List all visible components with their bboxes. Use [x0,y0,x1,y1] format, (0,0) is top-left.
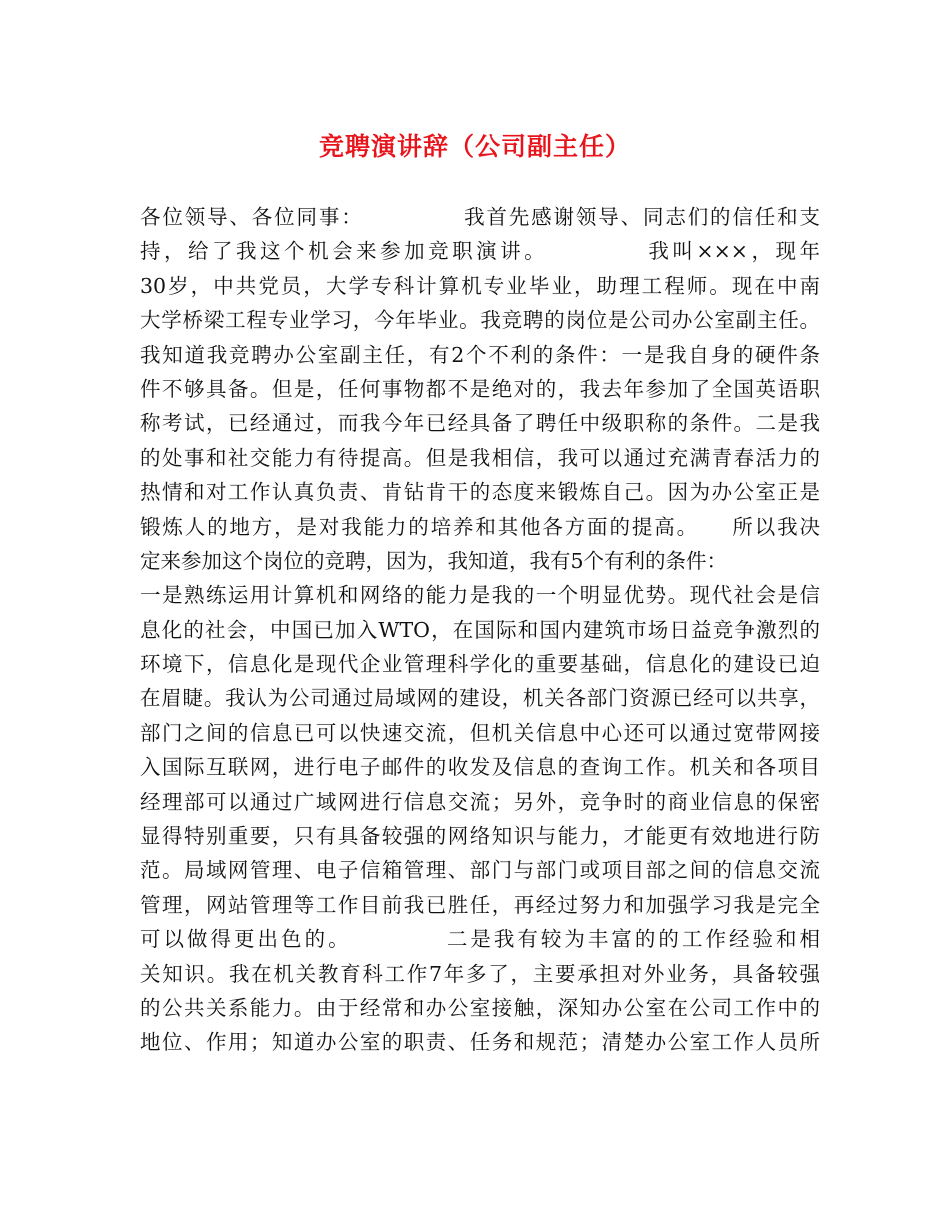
body-line: 入国际互联网，进行电子邮件的收发及信息的查询工作。机关和各项目 [140,755,820,780]
document-title: 竞聘演讲辞（公司副主任） [318,132,631,161]
body-line: 30岁，中共党员，大学专科计算机专业毕业，助理工程师。现在中南 [140,273,820,298]
body-line: 的公共关系能力。由于经常和办公室接触，深知办公室在公司工作中的 [140,995,820,1020]
body-line: 范。局域网管理、电子信箱管理、部门与部门或项目部之间的信息交流 [140,858,820,883]
body-line: 关知识。我在机关教育科工作7年多了，主要承担对外业务，具备较强 [140,961,820,986]
body-line: 锻炼人的地方，是对我能力的培养和其他各方面的提高。 所以我决 [140,514,820,539]
body-line: 称考试，已经通过，而我今年已经具备了聘任中级职称的条件。二是我 [140,411,820,436]
body-line: 地位、作用；知道办公室的职责、任务和规范；清楚办公室工作人员所 [140,1030,820,1055]
body-line: 一是熟练运用计算机和网络的能力是我的一个明显优势。现代社会是信 [140,583,820,608]
body-line: 环境下，信息化是现代企业管理科学化的重要基础，信息化的建设已迫 [140,652,820,677]
body-line: 管理，网站管理等工作目前我已胜任，再经过努力和加强学习我是完全 [140,892,820,917]
body-line: 大学桥梁工程专业学习，今年毕业。我竞聘的岗位是公司办公室副主任。 [140,308,820,333]
body-line: 经理部可以通过广域网进行信息交流；另外，竞争时的商业信息的保密 [140,789,820,814]
body-line: 显得特别重要，只有具备较强的网络知识与能力，才能更有效地进行防 [140,824,820,849]
body-line: 热情和对工作认真负责、肯钻肯干的态度来锻炼自己。因为办公室正是 [140,480,820,505]
document-body [140,200,820,1060]
body-line: 件不够具备。但是，任何事物都不是绝对的，我去年参加了全国英语职 [140,376,820,401]
body-line: 可以做得更出色的。 二是我有较为丰富的的工作经验和相 [140,927,820,952]
body-line: 息化的社会，中国已加入WTO，在国际和国内建筑市场日益竞争激烈的 [140,617,820,642]
body-line: 部门之间的信息已可以快速交流，但机关信息中心还可以通过宽带网接 [140,720,820,745]
body-line: 在眉睫。我认为公司通过局域网的建设，机关各部门资源已经可以共享， [140,686,820,711]
body-line: 我知道我竞聘办公室副主任，有2个不利的条件：一是我自身的硬件条 [140,342,820,367]
body-line: 持，给了我这个机会来参加竞职演讲。 我叫×××，现年 [140,239,820,264]
body-line: 定来参加这个岗位的竞聘，因为，我知道，我有5个有利的条件： [140,548,728,573]
body-line: 各位领导、各位同事： 我首先感谢领导、同志们的信任和支 [140,205,820,229]
body-line: 的处事和社交能力有待提高。但是我相信，我可以通过充满青春活力的 [140,445,820,470]
